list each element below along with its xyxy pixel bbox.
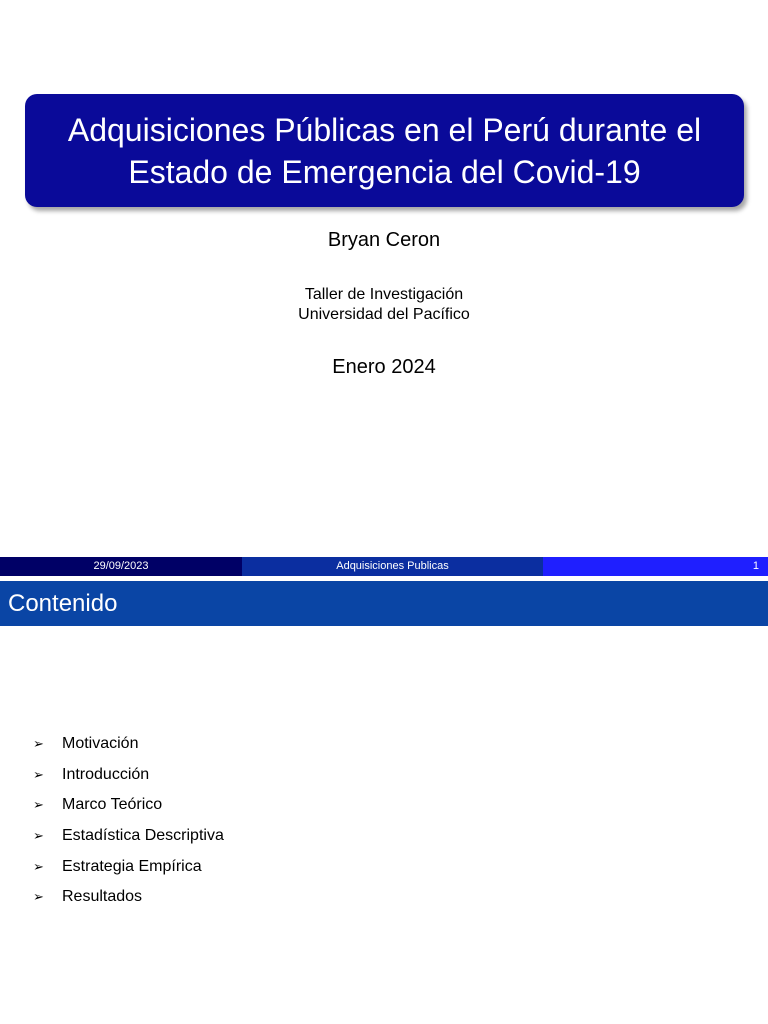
presentation-date: Enero 2024 — [332, 356, 436, 378]
arrow-bullet-icon: ➢ — [33, 858, 44, 874]
list-item — [33, 729, 224, 760]
list-item — [33, 851, 224, 882]
arrow-bullet-icon: ➢ — [33, 736, 44, 752]
author-name: Bryan Ceron — [327, 229, 441, 251]
list-item — [33, 790, 224, 821]
list-item — [33, 882, 224, 913]
title-line-2: Estado de Emergencia del Covid-19 — [128, 153, 641, 190]
contents-heading: Contenido — [0, 581, 768, 626]
institution-line-2: Universidad del Pacífico — [298, 306, 470, 323]
arrow-bullet-icon: ➢ — [33, 766, 44, 782]
list-item-label: Introducción — [62, 765, 150, 783]
title-line-1: Adquisiciones Públicas en el Perú durante el — [67, 111, 702, 148]
footer-title: Adquisiciones Publicas — [242, 557, 543, 576]
list-item-label: Estrategia Empírica — [62, 857, 202, 875]
arrow-bullet-icon: ➢ — [33, 889, 44, 905]
institution-line-1: Taller de Investigación — [304, 286, 464, 303]
list-item-label: Motivación — [62, 735, 139, 753]
title-box — [25, 94, 744, 207]
list-item-label: Estadística Descriptiva — [62, 827, 224, 845]
list-item-label: Resultados — [62, 888, 143, 906]
slide-footer — [0, 557, 768, 576]
arrow-bullet-icon: ➢ — [33, 797, 44, 813]
arrow-bullet-icon: ➢ — [33, 828, 44, 844]
footer-page-number: 1 — [543, 557, 768, 576]
list-item — [33, 760, 224, 791]
contents-list — [33, 729, 224, 913]
list-item — [33, 821, 224, 852]
list-item-label: Marco Teórico — [62, 796, 163, 814]
institution — [0, 285, 768, 325]
footer-date: 29/09/2023 — [0, 557, 242, 576]
